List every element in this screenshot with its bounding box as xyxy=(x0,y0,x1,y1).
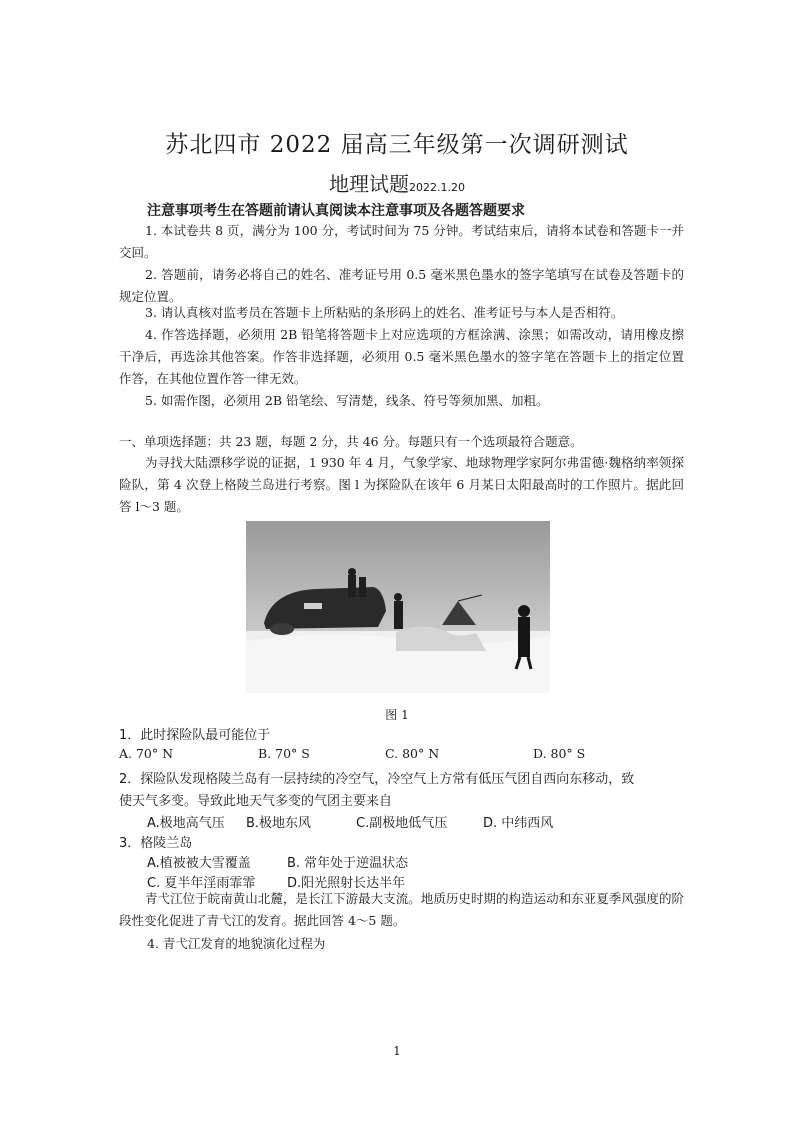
question-3-stem: 3．格陵兰岛 xyxy=(119,836,193,851)
q1-option-d: D. 80° S xyxy=(533,746,586,761)
figure-caption: 图 1 xyxy=(385,708,409,722)
notice-item-2: 2. 答题前，请务必将自己的姓名、准考证号用 0.5 毫米黑色墨水的签字笔填写在试卷及答题卡的规定位置。 xyxy=(119,267,684,304)
q1-option-a: A. 70° N xyxy=(119,746,174,761)
notice-item-3: 3. 请认真核对监考员在答题卡上所粘贴的条形码上的姓名、准考证号与本人是否相符。 xyxy=(145,305,624,320)
q1-option-b: B. 70° S xyxy=(258,746,310,761)
q3-option-a: A.植被被大雪覆盖 xyxy=(147,856,251,871)
exam-title: 苏北四市 2022 届高三年级第一次调研测试 xyxy=(165,132,629,158)
q2-option-b: B.极地东风 xyxy=(246,816,312,831)
exam-date: 2022.1.20 xyxy=(409,181,465,194)
notice-item-1: 1. 本试卷共 8 页，满分为 100 分，考试时间为 75 分钟。考试结束后，请将本试卷和答题卡一并交回。 xyxy=(119,223,684,260)
question-4-stem: 4. 青弋江发育的地貌演化过程为 xyxy=(147,936,326,951)
notice-item-4: 4. 作答选择题，必须用 2B 铅笔将答题卡上对应选项的方框涂满、涂黑；如需改动，请用橡皮擦干净后，再选涂其他答案。作答非选择题，必须用 0.5 毫米黑色墨水的签字笔在答题卡上的指定位置作答，在其他位置作答一律无效。 xyxy=(119,327,684,386)
exam-subtitle xyxy=(0,168,794,197)
passage-2: 青弋江位于皖南黄山北麓，是长江下游最大支流。地质历史时期的构造运动和东亚夏季风强度的阶段性变化促进了青弋江的发育。据此回答 4～5 题。 xyxy=(119,891,684,928)
page-number: 1 xyxy=(393,1044,401,1058)
passage-1: 为寻找大陆漂移学说的证据，1 930 年 4 月，气象学家、地球物理学家阿尔弗雷德·魏格纳率领探险队，第 4 次登上格陵兰岛进行考察。图 l 为探险队在该年 6 月某日太阳最高时的工作照片。据此回答 l～3 题。 xyxy=(119,455,684,514)
q2-option-c: C.副极地低气压 xyxy=(356,816,448,831)
q2-option-a: A.极地高气压 xyxy=(147,816,225,831)
q3-option-c: C. 夏半年淫雨霏霏 xyxy=(147,876,256,891)
question-1-stem: 1．此时探险队最可能位于 xyxy=(119,728,271,743)
notice-heading: 注意事项考生在答题前请认真阅读本注意事项及各题答题要求 xyxy=(147,203,525,219)
question-2-stem-line2: 使天气多变。导致此地天气多变的气团主要来自 xyxy=(119,794,393,809)
notice-item-5: 5. 如需作图，必须用 2B 铅笔绘、写清楚，线条、符号等须加黑、加粗。 xyxy=(145,393,549,408)
q1-option-c: C. 80° N xyxy=(385,746,440,761)
question-2-stem-line1: 2．探险队发现格陵兰岛有一层持续的冷空气，冷空气上方常有低压气团自西向东移动，致 xyxy=(119,772,635,787)
subject-title: 地理试题 xyxy=(329,172,409,196)
expedition-photo-image xyxy=(246,521,550,693)
q2-option-d: D. 中纬西风 xyxy=(483,816,554,831)
expedition-photo xyxy=(246,521,550,693)
q3-option-d: D.阳光照射长达半年 xyxy=(287,876,406,891)
q3-option-b: B. 常年处于逆温状态 xyxy=(287,856,409,871)
section-heading: 一、单项选择题：共 23 题，每题 2 分，共 46 分。每题只有一个选项最符合题意。 xyxy=(119,434,583,449)
